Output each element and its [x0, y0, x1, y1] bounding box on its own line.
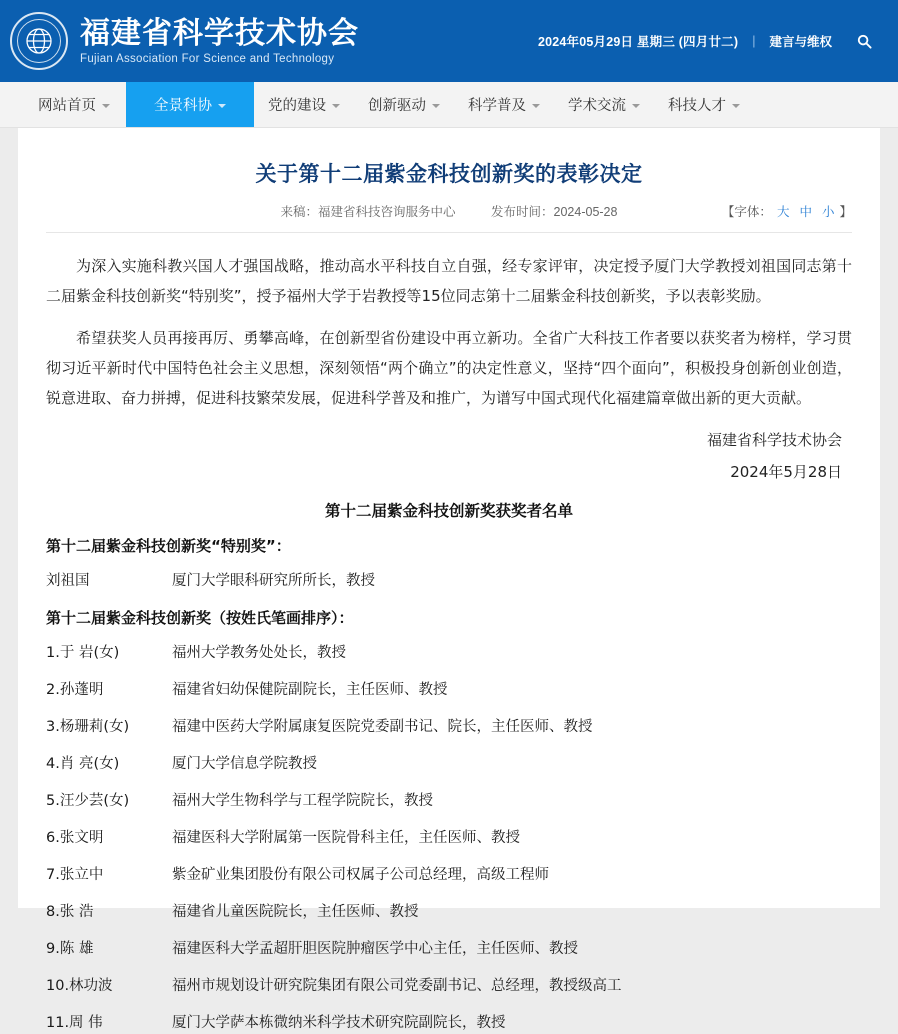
article-signature-block	[46, 425, 852, 487]
list-item	[46, 901, 852, 923]
winner-description: 厦门大学萨本栋微纳米科学技术研究院副院长，教授	[172, 1015, 506, 1031]
feedback-link[interactable]: 建言与维权	[769, 35, 832, 49]
winner-description: 福州大学生物科学与工程学院院长，教授	[172, 793, 433, 809]
font-size-large-button[interactable]: 大	[776, 205, 790, 219]
list-item	[46, 679, 852, 701]
list-item	[46, 864, 852, 886]
brand-block[interactable]	[10, 12, 359, 70]
nav-item-label: 学术交流	[568, 98, 626, 114]
winner-description: 福建省儿童医院院长，主任医师、教授	[172, 904, 419, 920]
brand-title-en: Fujian Association For Science and Technology	[80, 53, 335, 66]
winner-name: 5.汪少芸(女)	[46, 793, 130, 809]
header-utility-bar	[538, 31, 874, 51]
list-item	[46, 1012, 852, 1034]
list-item	[46, 753, 852, 775]
current-date: 2024年05月29日 星期三 (四月廿二)	[537, 35, 739, 49]
nav-item-label: 党的建设	[268, 98, 326, 114]
nav-item-0[interactable]	[22, 82, 126, 127]
winner-name: 11.周 伟	[46, 1015, 103, 1031]
search-icon[interactable]	[854, 31, 874, 51]
list-item	[46, 827, 852, 849]
winner-list-title: 第十二届紫金科技创新奖获奖者名单	[324, 502, 573, 520]
main-navigation	[0, 82, 898, 128]
nav-item-label: 科学普及	[468, 98, 526, 114]
list-item	[46, 938, 852, 960]
nav-item-label: 全景科协	[154, 98, 212, 114]
meta-divider	[46, 232, 852, 233]
winner-description: 福建中医药大学附属康复医院党委副书记、院长，主任医师、教授	[172, 719, 593, 735]
article-meta	[46, 202, 852, 232]
article-publish-time: 发布时间：2024-05-28	[491, 205, 618, 219]
chevron-down-icon	[532, 104, 540, 108]
signature-date: 2024年5月28日	[730, 463, 842, 481]
site-header	[0, 0, 898, 82]
winner-description: 厦门大学信息学院教授	[172, 756, 317, 772]
list-item	[46, 975, 852, 997]
chevron-down-icon	[632, 104, 640, 108]
list-item	[46, 790, 852, 812]
list-item	[46, 642, 852, 664]
nav-item-label: 创新驱动	[368, 98, 426, 114]
winner-name: 8.张 浩	[46, 904, 94, 920]
font-size-control	[722, 202, 852, 220]
chevron-down-icon	[218, 104, 226, 108]
winner-name: 刘祖国	[46, 573, 90, 589]
page-body	[0, 128, 898, 1031]
nav-item-1[interactable]	[126, 82, 254, 127]
header-divider: |	[752, 34, 756, 48]
page-title: 关于第十二届紫金科技创新奖的表彰决定	[255, 162, 643, 186]
winner-name: 1.于 岩(女)	[46, 645, 120, 661]
article-card	[18, 128, 880, 1031]
nav-item-label: 科技人才	[668, 98, 726, 114]
font-size-suffix: 】	[839, 205, 852, 219]
signature-org: 福建省科学技术协会	[706, 431, 842, 449]
winner-description: 福建医科大学附属第一医院骨科主任，主任医师、教授	[172, 830, 520, 846]
winner-description: 厦门大学眼科研究所所长，教授	[172, 573, 375, 589]
article-body	[46, 251, 852, 413]
main-award-heading: 第十二届紫金科技创新奖（按姓氏笔画排序）：	[46, 609, 354, 627]
article-paragraph-1: 希望获奖人员再接再厉、勇攀高峰，在创新型省份建设中再立新功。全省广大科技工作者要以获奖者为榜样，学习贯彻习近平新时代中国特色社会主义思想，深刻领悟“两个确立”的决定性意义，坚持“四个面向”，积极投身创新创业创造，锐意进取、奋力拼搏，促进科技繁荣发展，促进科学普及和推广，为谱写中国式现代化福建篇章做出新的更大贡献。	[46, 329, 852, 407]
chevron-down-icon	[732, 104, 740, 108]
winner-description: 福州大学教务处处长，教授	[172, 645, 346, 661]
font-size-small-button[interactable]: 小	[821, 205, 835, 219]
nav-item-2[interactable]	[254, 82, 354, 127]
article-source: 来稿：福建省科技咨询服务中心	[280, 205, 456, 219]
globe-emblem-icon	[10, 12, 68, 70]
winner-name: 3.杨珊莉(女)	[46, 719, 130, 735]
nav-item-label: 网站首页	[38, 98, 96, 114]
chevron-down-icon	[332, 104, 340, 108]
nav-item-3[interactable]	[354, 82, 454, 127]
chevron-down-icon	[432, 104, 440, 108]
winner-name: 2.孙蓬明	[46, 682, 104, 698]
list-item	[46, 716, 852, 738]
winner-name: 6.张文明	[46, 830, 104, 846]
winner-description: 紫金矿业集团股份有限公司权属子公司总经理，高级工程师	[172, 867, 549, 883]
winner-name: 9.陈 雄	[46, 941, 94, 957]
nav-item-4[interactable]	[454, 82, 554, 127]
nav-item-6[interactable]	[654, 82, 754, 127]
winner-description: 福州市规划设计研究院集团有限公司党委副书记、总经理，教授级高工	[172, 978, 622, 994]
font-size-prefix: 【字体：	[721, 205, 772, 219]
list-item	[46, 570, 852, 592]
winner-name: 10.林功波	[46, 978, 113, 994]
font-size-medium-button[interactable]: 中	[799, 205, 812, 219]
article-paragraph-0: 为深入实施科教兴国人才强国战略，推动高水平科技自立自强，经专家评审，决定授予厦门大学教授刘祖国同志第十二届紫金科技创新奖“特别奖”，授予福州大学于岩教授等15位同志第十二届紫金科技创新奖，予以表彰奖励。	[46, 257, 852, 305]
brand-title-cn: 福建省科学技术协会	[80, 15, 359, 51]
nav-item-5[interactable]	[554, 82, 654, 127]
chevron-down-icon	[102, 104, 110, 108]
winner-name: 7.张立中	[46, 867, 104, 883]
winner-description: 福建省妇幼保健院副院长，主任医师、教授	[172, 682, 448, 698]
winner-name: 4.肖 亮(女)	[46, 756, 120, 772]
special-award-heading: 第十二届紫金科技创新奖“特别奖”：	[46, 537, 291, 555]
winner-description: 福建医科大学孟超肝胆医院肿瘤医学中心主任，主任医师、教授	[172, 941, 578, 957]
